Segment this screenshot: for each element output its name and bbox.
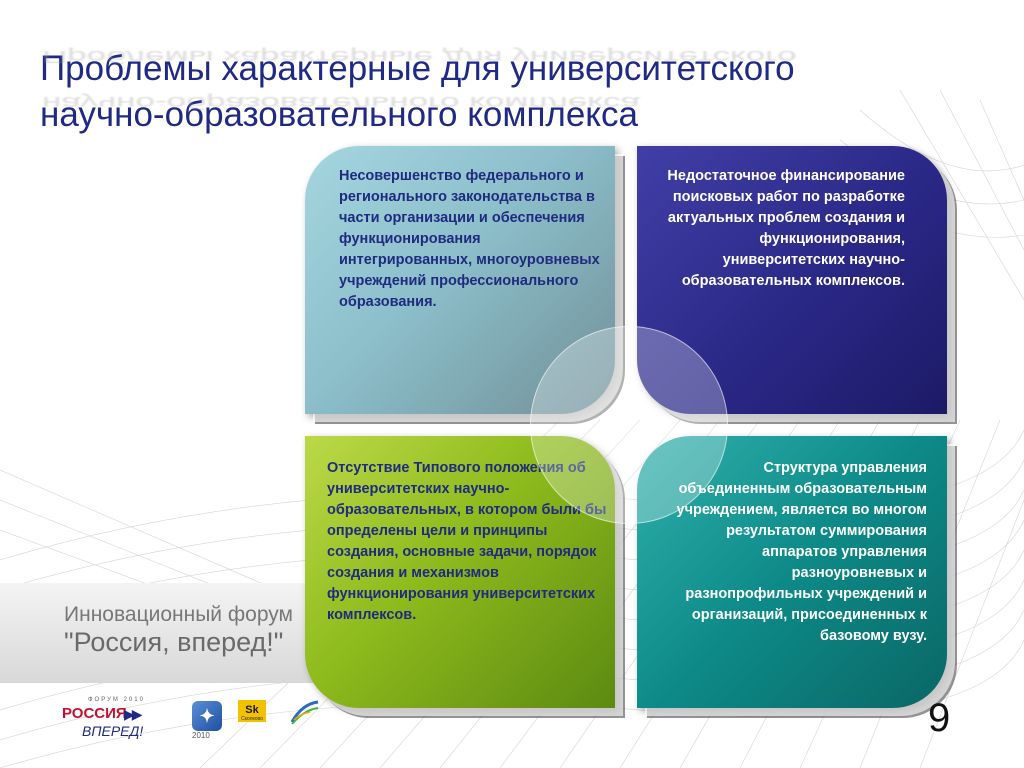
forum-title-line-1: Инновационный форум	[64, 603, 293, 626]
problem-card-text: Несовершенство федерального и регионального законодательства в части организации и обеспечения функционирования интегрированных, многоуровневых учреждений профессионального образования.	[339, 168, 600, 310]
center-circle	[530, 326, 728, 524]
ribbon-logo-icon	[290, 700, 320, 726]
forum-title-line-2: "Россия, вперед!"	[64, 627, 284, 657]
innovation-shield-logo-icon: ✦	[192, 701, 222, 731]
skolkovo-logo-icon: Sk	[238, 700, 266, 722]
problem-card-text: Структура управления объединенным образовательным учреждением, является во многом результатом суммирования аппаратов управления разноуровневых и разнопрофильных учреждений и организаций, присоединенных к базовому вузу.	[676, 460, 927, 644]
logo-2010-caption: 2010	[192, 731, 210, 740]
title-line-2: научно-образовательного комплекса научно-образовательного комплекса	[40, 92, 795, 138]
page-title	[40, 46, 795, 138]
skolkovo-logo-caption: Сколково	[241, 716, 263, 722]
problem-card-text: Недостаточное финансирование поисковых работ по разработке актуальных проблем создания и функционирования, университетских научно-образовательных комплексов.	[667, 168, 905, 289]
play-arrows-icon: ▶▶	[124, 706, 140, 722]
forum-year-caption: ФОРУМ 2010	[88, 697, 145, 703]
rossiya-logo-text: РОССИЯ	[62, 705, 127, 722]
title-line-1: Проблемы характерные для университетского Проблемы характерные для университетского	[40, 46, 795, 92]
page-number: 9	[928, 696, 951, 740]
problem-card-text: Отсутствие Типового положения об университетских научно-образовательных, в котором были бы определены цели и принципы создания, основные задачи, порядок создания и механизмов функционирования университетских комплексов.	[327, 460, 607, 623]
vpered-logo-text: ВПЕРЕД!	[82, 723, 144, 739]
